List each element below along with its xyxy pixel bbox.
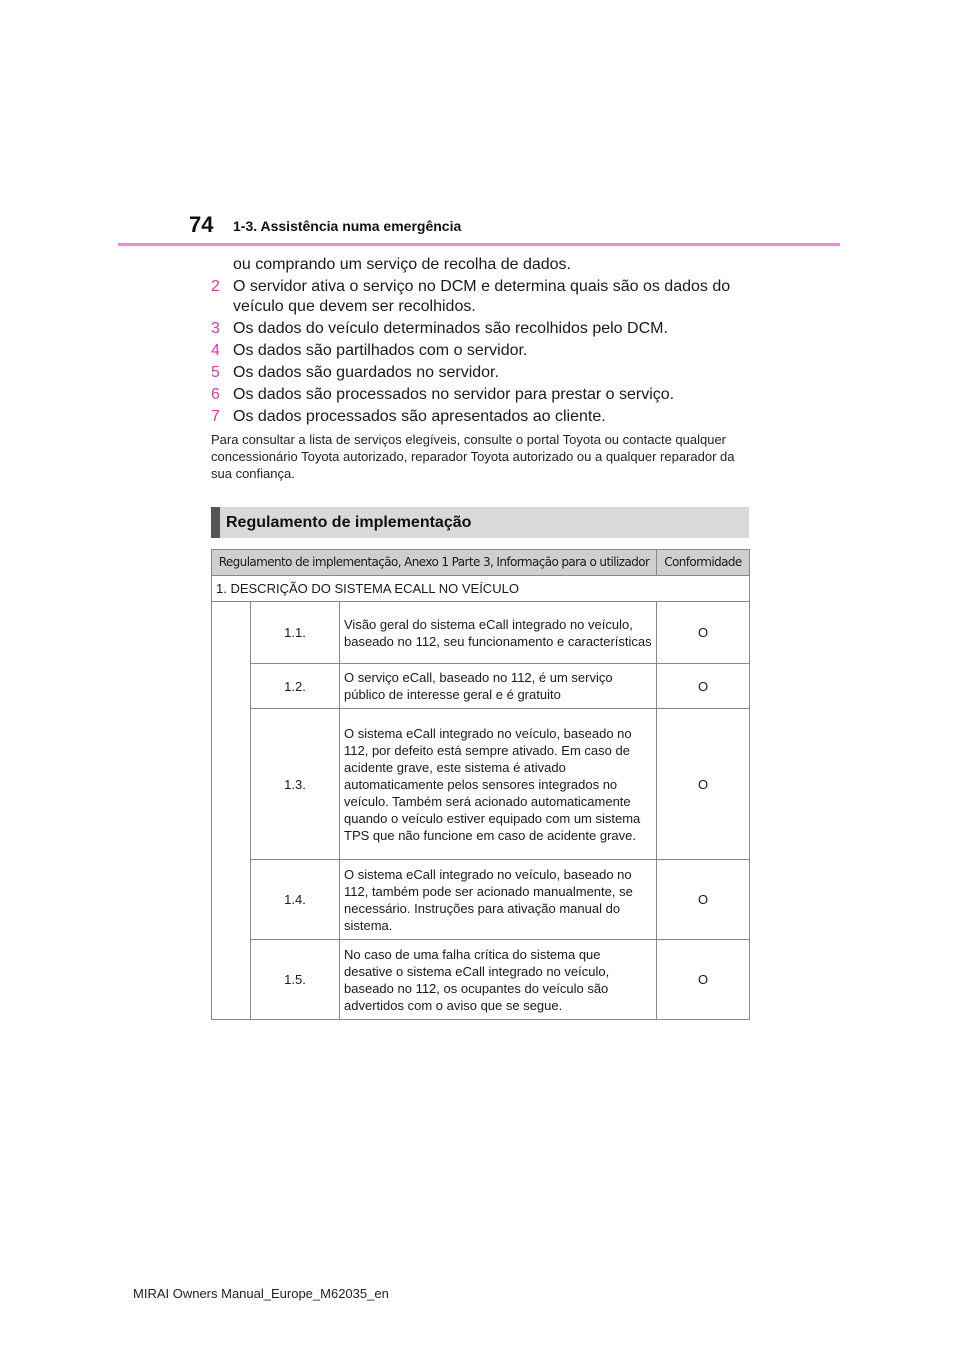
step-number: 5 — [211, 364, 220, 381]
row-conformity: O — [657, 709, 750, 860]
indent-cell — [212, 602, 251, 1020]
step-text: Os dados do veículo determinados são recolhidos pelo DCM. — [233, 320, 668, 337]
table-row — [212, 709, 750, 860]
table-header-row — [212, 550, 750, 576]
row-conformity: O — [657, 664, 750, 709]
row-description: Visão geral do sistema eCall integrado no veículo, baseado no 112, seu funcionamento e características — [340, 602, 657, 664]
table-row — [212, 664, 750, 709]
list-item — [211, 363, 771, 383]
table-group-row — [212, 576, 750, 602]
row-number: 1.2. — [251, 664, 340, 709]
row-description: O sistema eCall integrado no veículo, baseado no 112, por defeito está sempre ativado. Em caso de acidente grave, este sistema é ativado automaticamente pelos sensores integrados no veículo. Também será acionado automaticamente quando o veículo estiver equipado com um sistema TPS que não funcione em caso de acidente grave. — [340, 709, 657, 860]
subsection-heading — [211, 507, 749, 538]
step-text: Os dados são guardados no servidor. — [233, 364, 499, 381]
page-number: 74 — [189, 212, 214, 237]
step-number: 7 — [211, 408, 220, 425]
list-item — [211, 277, 771, 317]
heading-marker — [211, 507, 220, 538]
list-item — [211, 319, 771, 339]
column-header-regulation: Regulamento de implementação, Anexo 1 Parte 3, Informação para o utilizador — [212, 550, 657, 576]
list-item — [211, 341, 771, 361]
table-row — [212, 860, 750, 940]
row-number: 1.5. — [251, 940, 340, 1020]
header-rule — [118, 243, 840, 246]
column-header-conformity: Conformidade — [657, 550, 750, 576]
table-row — [212, 602, 750, 664]
row-number: 1.4. — [251, 860, 340, 940]
row-conformity: O — [657, 860, 750, 940]
row-description: O serviço eCall, baseado no 112, é um serviço público de interesse geral e é gratuito — [340, 664, 657, 709]
group-title: 1. DESCRIÇÃO DO SISTEMA ECALL NO VEÍCULO — [212, 576, 750, 602]
footer-text: MIRAI Owners Manual_Europe_M62035_en — [133, 1286, 389, 1301]
step-text: Os dados são partilhados com o servidor. — [233, 342, 528, 359]
row-description: No caso de uma falha crítica do sistema que desative o sistema eCall integrado no veículo, baseado no 112, os ocupantes do veículo são advertidos com o aviso que se segue. — [340, 940, 657, 1020]
step-text: Os dados são processados no servidor para prestar o serviço. — [233, 386, 675, 403]
steps-list — [211, 277, 771, 429]
note-text: Para consultar a lista de serviços elegíveis, consulte o portal Toyota ou contacte qualquer concessionário Toyota autorizado, reparador Toyota autorizado ou a qualquer reparador da sua confiança. — [211, 432, 735, 481]
list-item — [211, 407, 771, 427]
subsection-title: Regulamento de implementação — [226, 513, 472, 531]
step-number: 2 — [211, 278, 220, 295]
regulation-table — [211, 549, 750, 1020]
list-item — [211, 385, 771, 405]
step-number: 3 — [211, 320, 220, 337]
row-number: 1.3. — [251, 709, 340, 860]
step-number: 4 — [211, 342, 220, 359]
table-row — [212, 940, 750, 1020]
step-text: Os dados processados são apresentados ao cliente. — [233, 408, 606, 425]
row-conformity: O — [657, 602, 750, 664]
continuation-text: ou comprando um serviço de recolha de dados. — [233, 256, 571, 273]
section-title: 1-3. Assistência numa emergência — [233, 218, 462, 234]
row-conformity: O — [657, 940, 750, 1020]
row-description: O sistema eCall integrado no veículo, baseado no 112, também pode ser acionado manualmente, se necessário. Instruções para ativação manual do sistema. — [340, 860, 657, 940]
step-number: 6 — [211, 386, 220, 403]
step-text: O servidor ativa o serviço no DCM e determina quais são os dados do veículo que devem ser recolhidos. — [233, 278, 731, 315]
row-number: 1.1. — [251, 602, 340, 664]
